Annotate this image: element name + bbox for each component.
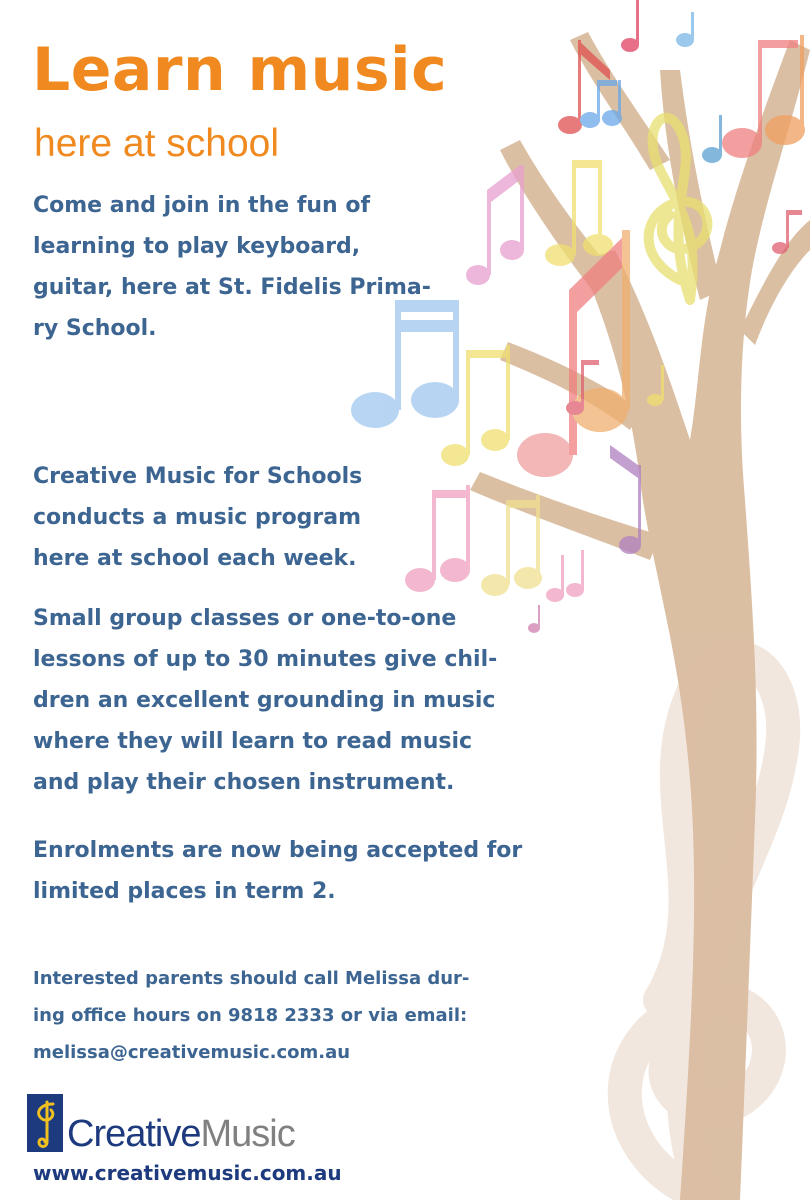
classes-line: Small group classes or one-to-one: [33, 606, 457, 631]
program-line: Creative Music for Schools: [33, 464, 363, 489]
contact-line: ing office hours on 9818 2333 or via email:: [33, 1005, 468, 1026]
intro-line: ry School.: [33, 316, 157, 341]
contact-email[interactable]: melissa@creativemusic.com.au: [33, 1042, 351, 1063]
program-line: conducts a music program: [33, 505, 362, 530]
website-link[interactable]: www.creativemusic.com.au: [33, 1161, 342, 1185]
intro-line: learning to play keyboard,: [33, 234, 361, 259]
contact-line: Interested parents should call Melissa dur-: [33, 968, 470, 989]
classes-paragraph: [33, 598, 593, 803]
logo-word-music: Music: [200, 1113, 295, 1155]
classes-line: lessons of up to 30 minutes give chil-: [33, 647, 498, 672]
intro-line: guitar, here at St. Fidelis Prima-: [33, 275, 431, 300]
intro-paragraph: [33, 185, 493, 349]
enrolments-line: limited places in term 2.: [33, 879, 336, 904]
enrolments-line: Enrolments are now being accepted for: [33, 838, 523, 863]
treble-clef-icon: [27, 1094, 63, 1152]
classes-line: dren an excellent grounding in music: [33, 688, 496, 713]
logo-word-creative: Creative: [67, 1113, 201, 1155]
classes-line: where they will learn to read music: [33, 729, 473, 754]
classes-line: and play their chosen instrument.: [33, 770, 455, 795]
logo-wordmark: [67, 1114, 295, 1154]
program-paragraph: [33, 456, 493, 579]
intro-line: Come and join in the fun of: [33, 193, 371, 218]
page-title: Learn music: [32, 35, 448, 105]
enrolments-paragraph: [33, 830, 593, 912]
contact-paragraph: [33, 960, 593, 1071]
page-subtitle: here at school: [34, 122, 279, 165]
program-line: here at school each week.: [33, 546, 357, 571]
